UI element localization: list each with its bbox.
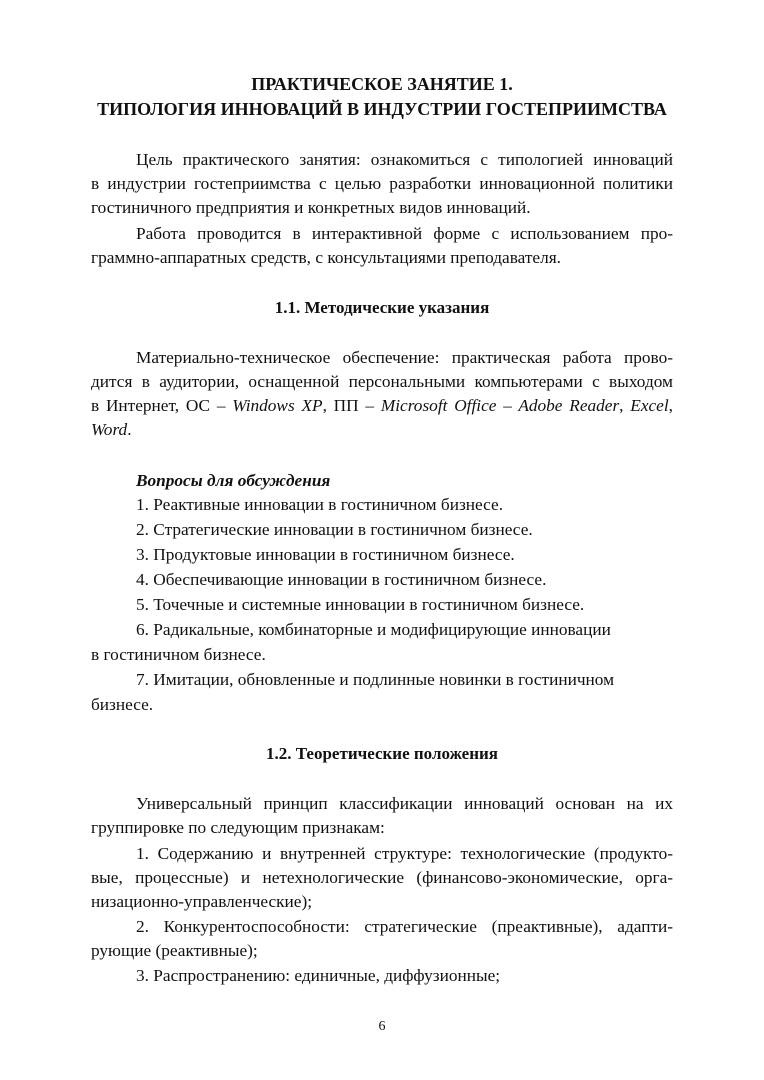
principle-line: Универсальный принцип классификации инноваций основан на их	[136, 794, 673, 813]
material-text: в Интернет, ОС –	[91, 396, 233, 415]
criteria-item: низационно-управленческие);	[91, 892, 313, 911]
section-1-heading: 1.1. Методические указания	[274, 298, 490, 317]
question-item: в гостиничном бизнесе.	[91, 645, 266, 664]
question-item: 2. Стратегические инновации в гостиничном бизнесе.	[136, 520, 533, 539]
criteria-item: 1. Содержанию и внутренней структуре: технологические (продукто-	[136, 844, 673, 863]
work-line: Работа проводится в интерактивной форме с использованием про-	[136, 224, 673, 243]
material-excel: Excel	[630, 396, 669, 415]
material-text: , ПП –	[322, 396, 381, 415]
criteria-item: 3. Распространению: единичные, диффузионные;	[136, 966, 501, 985]
material-os: Windows XP	[232, 396, 323, 415]
material-line: Материально-техническое обеспечение: практическая работа прово-	[136, 348, 673, 367]
question-item: бизнесе.	[91, 695, 154, 714]
material-text: ,	[619, 396, 631, 415]
criteria-item: 2. Конкурентоспособности: стратегические (преактивные), адапти-	[136, 917, 673, 936]
goal-line: Цель практического занятия: ознакомиться с типологией инноваций	[136, 150, 673, 169]
material-text: .	[127, 420, 132, 439]
question-item: 4. Обеспечивающие инновации в гостиничном бизнесе.	[136, 570, 547, 589]
work-line: граммно-аппаратных средств, с консультациями преподавателя.	[91, 248, 561, 267]
criteria-item: рующие (реактивные);	[91, 941, 258, 960]
principle-line: группировке по следующим признакам:	[91, 818, 385, 837]
question-item: 3. Продуктовые инновации в гостиничном бизнесе.	[136, 545, 515, 564]
criteria-item: вые, процессные) и нетехнологические (финансово-экономические, орга-	[91, 868, 673, 887]
question-item: 6. Радикальные, комбинаторные и модифицирующие инновации	[136, 620, 611, 639]
questions-heading: Вопросы для обсуждения	[136, 471, 331, 490]
goal-line: гостиничного предприятия и конкретных видов инноваций.	[91, 198, 531, 217]
section-2-heading: 1.2. Теоретические положения	[265, 744, 499, 763]
material-text: ,	[668, 396, 673, 415]
material-line: дится в аудитории, оснащенной персональными компьютерами с выходом	[91, 372, 673, 391]
question-item: 5. Точечные и системные инновации в гостиничном бизнесе.	[136, 595, 585, 614]
material-software: Microsoft Office – Adobe Reader	[380, 396, 620, 415]
question-item: 7. Имитации, обновленные и подлинные новинки в гостиничном	[136, 670, 615, 689]
title-line-1: ПРАКТИЧЕСКОЕ ЗАНЯТИЕ 1.	[251, 74, 513, 94]
material-line	[91, 394, 673, 418]
material-line	[91, 418, 132, 442]
goal-line: в индустрии гостеприимства с целью разработки инновационной политики	[91, 174, 673, 193]
title-line-2: ТИПОЛОГИЯ ИННОВАЦИЙ В ИНДУСТРИИ ГОСТЕПРИИМСТВА	[97, 99, 667, 119]
page-number: 6	[378, 1019, 386, 1034]
material-word: Word	[91, 420, 128, 439]
question-item: 1. Реактивные инновации в гостиничном бизнесе.	[136, 495, 504, 514]
